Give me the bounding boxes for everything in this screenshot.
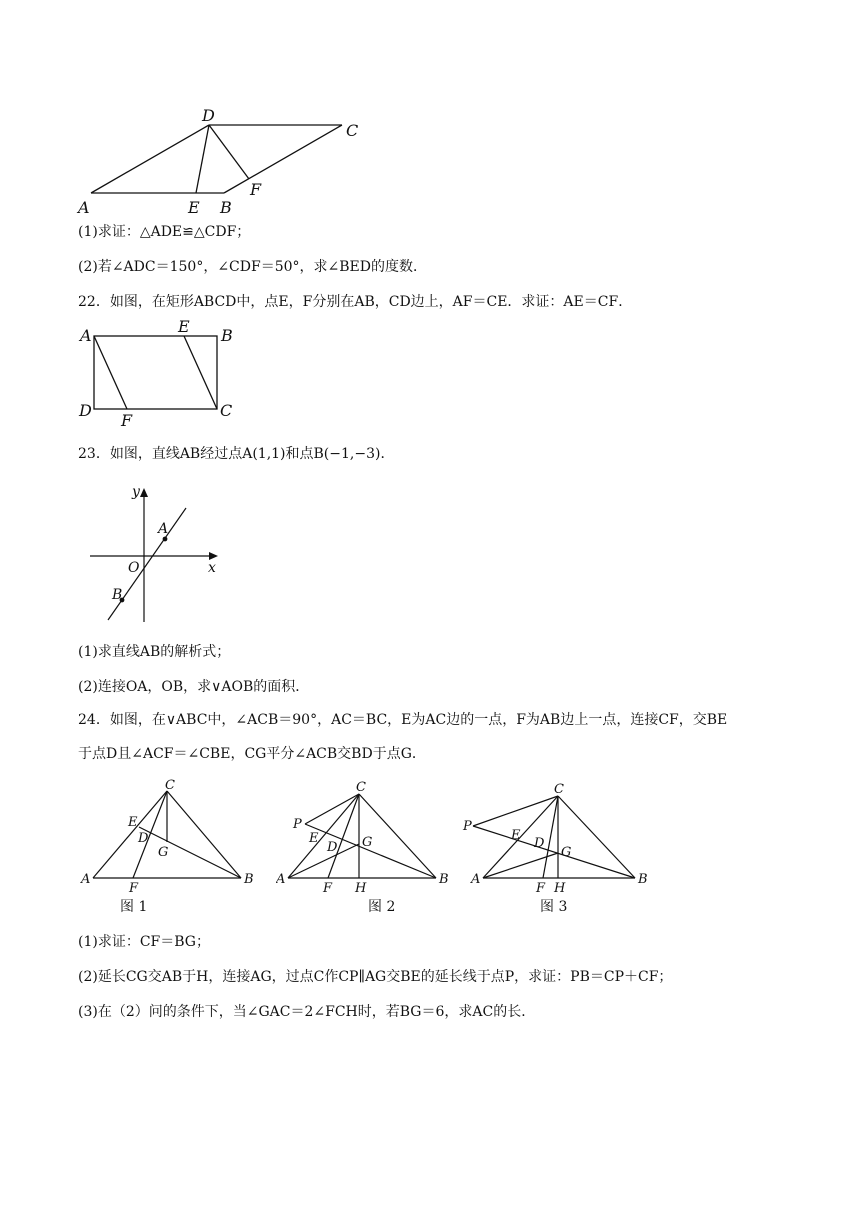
label-e: E [128,815,138,830]
label-a: A [81,872,91,887]
label-b: B [244,872,254,887]
label-p: P [293,817,302,832]
segment-ac [288,794,359,878]
label-f: F [323,881,333,896]
figure-q22 [74,318,244,430]
label-f: F [129,881,139,896]
label-b: B [221,326,233,345]
segment-cb [224,125,342,193]
label-g: G [561,845,572,860]
label-y: y [132,484,140,500]
label-x: x [208,560,216,576]
q21-part2: (2)若∠ADC＝150°，∠CDF＝50°，求∠BED的度数． [78,259,427,275]
q24-text-line1: 24．如图，在∨ABC中，∠ACB＝90°，AC＝BC，E为AC边的一点，F为AB边上一点，连接CF，交BE [78,712,728,728]
q24-part3: (3)在（2）问的条件下，当∠GAC＝2∠FCH时，若BG＝6，求AC的长． [78,1004,536,1020]
label-c: C [220,401,233,420]
label-c: C [356,780,366,795]
caption-fig1: 图 1 [120,899,148,915]
label-b: B [112,587,123,603]
line-ab [108,508,186,620]
label-e: E [309,831,319,846]
figure-q24-2 [276,776,456,918]
label-a: A [471,872,481,887]
segment-de [196,125,209,193]
segment-cp [473,796,558,826]
caption-fig2: 图 2 [368,899,396,915]
x-axis-arrow [209,552,218,560]
label-d: D [534,836,545,851]
segment-cp [305,794,359,824]
label-a: A [158,521,169,537]
q24-text-line2: 于点D且∠ACF＝∠CBE，CG平分∠ACB交BD于点G． [78,746,426,762]
segment-ac [93,791,167,878]
figure-q24-1 [76,776,266,918]
label-b: B [439,872,449,887]
figure-q21 [74,100,374,220]
segment-df [209,125,249,179]
q24-part1: (1)求证：CF＝BG； [78,934,210,950]
label-e: E [511,828,521,843]
label-f: F [121,411,133,430]
label-c: C [554,782,564,797]
rectangle-abcd [94,336,217,409]
caption-fig3: 图 3 [540,899,568,915]
label-c: C [346,121,359,140]
segment-be [139,827,241,878]
figure-q23 [84,478,234,628]
label-e: E [178,318,190,336]
q24-part2: (2)延长CG交AB于H，连接AG，过点C作CP∥AG交BE的延长线于点P，求证：PB＝CP＋CF； [78,969,673,985]
figure-q24-3 [460,776,660,918]
q23-part2: (2)连接OA，OB，求∨AOB的面积． [78,679,310,695]
segment-ad [91,125,209,193]
q23-part1: (1)求直线AB的解析式； [78,644,231,660]
q21-part1: (1)求证：△ADE≌△CDF； [78,224,251,240]
segment-ag [288,844,359,878]
label-g: G [362,835,373,850]
segment-ec [184,336,217,409]
label-d: D [327,840,338,855]
y-axis-arrow [140,488,148,497]
label-b: B [638,872,648,887]
segment-bc [167,791,241,878]
point-a [163,537,168,542]
label-a: A [80,326,92,345]
label-f: F [250,180,262,199]
label-a: A [276,872,286,887]
label-d: D [202,106,215,125]
label-e: E [188,198,200,217]
label-d: D [79,401,92,420]
segment-cf [543,796,558,878]
segment-bp [305,824,436,878]
q22-text: 22．如图，在矩形ABCD中，点E，F分别在AB，CD边上，AF＝CE．求证：AE＝CF． [78,294,633,310]
label-b: B [220,198,232,217]
label-o: O [128,560,140,576]
label-d: D [138,831,149,846]
q23-text: 23．如图，直线AB经过点A(1,1)和点B(−1,−3)． [78,446,395,462]
label-p: P [463,819,472,834]
label-c: C [165,778,175,793]
segment-af [94,336,127,409]
label-h: H [554,881,566,896]
label-a: A [78,198,90,217]
label-g: G [158,845,169,860]
label-f: F [536,881,546,896]
label-h: H [355,881,367,896]
